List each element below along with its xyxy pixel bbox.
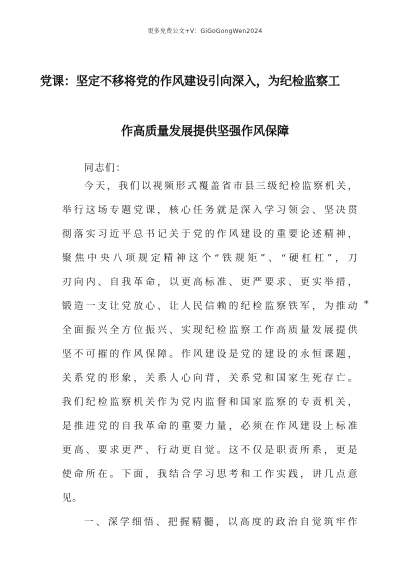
paragraph-line: 关系党的形象，关系人心向背，关系党和国家生死存亡。 <box>62 373 358 384</box>
document-title-line-2: 作高质量发展提供坚强作风保障 <box>120 124 289 138</box>
paragraph-line: 锻造一支让党放心、让人民信赖的纪检监察铁军，为推动 <box>62 301 358 312</box>
paragraph-line: 见。 <box>62 493 83 504</box>
section-heading-line: 一、深学细悟、把握精髓，以高度的政治自觉筑牢作 <box>84 517 358 528</box>
salutation: 同志们： <box>84 163 127 174</box>
document-title-line-1: 党课：坚定不移将党的作风建设引向深入，为纪检监察工 <box>40 74 341 88</box>
paragraph-line: 彻落实习近平总书记关于党的作风建设的重要论述精神， <box>62 229 358 240</box>
paragraph-line: 更高、要求更严、行动更自觉。这不仅是职责所系，更是 <box>62 445 358 456</box>
paragraph-line: 是推进党的自我革命的重要力量，必须在作风建设上标准 <box>62 421 358 432</box>
header-note: 更多免费公文+V：GiGoGongWen2024 <box>147 28 263 35</box>
paragraph-line: 使命所在。下面，我结合学习思考和工作实践，讲几点意 <box>62 469 358 480</box>
paragraph-line: 我们纪检监察机关作为党内监督和国家监察的专责机关， <box>62 397 358 408</box>
paragraph-line: 坚不可摧的作风保障。作风建设是党的建设的永恒课题， <box>62 349 358 360</box>
paragraph-line: 举行这场专题党课，核心任务就是深入学习领会、坚决贯 <box>62 205 358 216</box>
margin-mark: * <box>364 300 369 310</box>
paragraph-line: 聚焦中央八项规定精神这个“铁规矩”、“硬杠杠”，刀 <box>62 253 358 264</box>
paragraph-line: 刃向内、自我革命，以更高标准、更严要求、更实举措， <box>62 277 358 288</box>
paragraph-line: 全面振兴全方位振兴、实现纪检监察工作高质量发展提供 <box>62 325 358 336</box>
paragraph-line: 今天，我们以视频形式覆盖省市县三级纪检监察机关， <box>84 181 358 192</box>
